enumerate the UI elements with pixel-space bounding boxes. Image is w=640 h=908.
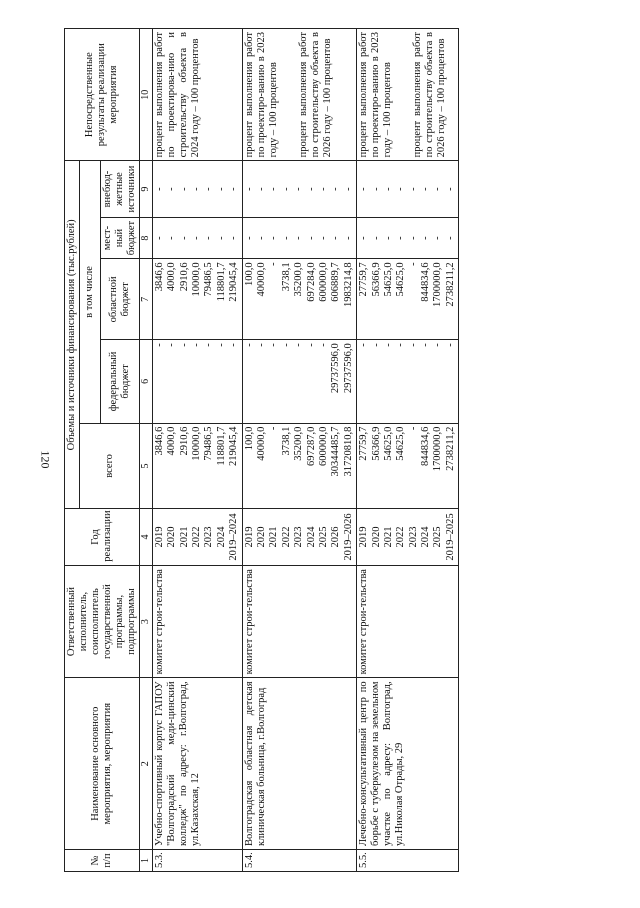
year-cell [357, 509, 459, 565]
extra-value: - [317, 187, 329, 191]
extra-value: - [268, 187, 280, 191]
federal-value: - [191, 343, 203, 347]
col-index: 4 [140, 509, 153, 565]
local-value: - [293, 236, 305, 240]
results-cell [152, 29, 242, 161]
total-value: 3738,1 [280, 426, 292, 456]
local-value: - [358, 236, 370, 240]
local-value: - [317, 236, 329, 240]
federal-cell [152, 340, 242, 423]
federal-value: - [215, 343, 227, 347]
regional-value: 606889,7 [330, 262, 342, 302]
table-row [152, 29, 242, 872]
extra-value: - [280, 187, 292, 191]
federal-value: - [420, 343, 432, 347]
federal-value: - [358, 343, 370, 347]
federal-value: - [395, 343, 407, 347]
total-value: 219045,4 [228, 426, 240, 466]
year-value: 2021 [382, 526, 394, 548]
extra-value: - [305, 187, 317, 191]
total-value: 54625,0 [382, 426, 394, 461]
header-extra: внебюд-жетные источники [101, 161, 140, 217]
regional-cell [357, 259, 459, 340]
col-index: 1 [140, 849, 153, 871]
regional-value: - [407, 262, 419, 266]
regional-value: 40000,0 [256, 262, 267, 297]
regional-value: - [268, 262, 280, 266]
year-value: 2024 [215, 526, 227, 548]
result-text: процент выполнения работ по проектирова-нию и строительству объекта в 2024 году – 100 процентов [153, 32, 202, 158]
row-number: 5.4. [242, 849, 357, 871]
regional-value: 697284,0 [305, 262, 317, 302]
extra-value: - [215, 187, 227, 191]
extra-value: - [444, 187, 456, 191]
regional-value: 3738,1 [280, 262, 292, 292]
extra-value: - [166, 187, 178, 191]
year-value: 2020 [370, 526, 382, 548]
year-value: 2022 [280, 526, 292, 548]
total-value: 31720810,8 [342, 426, 354, 477]
federal-value: - [256, 343, 267, 347]
total-value: 27759,7 [358, 426, 370, 461]
header-regional: областной бюджет [101, 259, 140, 340]
year-value: 2021 [268, 526, 280, 548]
federal-value: - [228, 343, 240, 347]
responsible-executor: комитет строи-тельства [242, 565, 357, 678]
federal-value: - [370, 343, 382, 347]
local-value: - [432, 236, 444, 240]
local-value: - [166, 236, 178, 240]
extra-value: - [370, 187, 382, 191]
total-value: 100,0 [243, 426, 255, 451]
year-value: 2019–2025 [444, 513, 456, 561]
regional-cell [242, 259, 357, 340]
regional-value: 118801,7 [215, 262, 227, 302]
federal-cell [357, 340, 459, 423]
year-value: 2025 [317, 526, 329, 548]
total-cell [242, 423, 357, 509]
extra-value: - [256, 187, 267, 191]
extra-value: - [420, 187, 432, 191]
year-value: 2022 [191, 526, 203, 548]
col-index: 2 [140, 678, 153, 850]
header-responsible: Ответственный исполнитель, соисполнитель государственной программы, подпрограммы [65, 565, 140, 678]
year-value: 2022 [395, 526, 407, 548]
result-text: процент выполнения работ по проектиро-ванию в 2023 году – 100 процентов [243, 32, 279, 158]
col-index: 8 [140, 217, 153, 259]
year-value: 2020 [256, 526, 267, 548]
header-year: Год реализации [65, 509, 140, 565]
regional-value: 54625,0 [395, 262, 407, 297]
total-value: 3846,6 [153, 426, 165, 456]
rotated-table-container [64, 28, 624, 872]
total-value: 697287,0 [305, 426, 317, 466]
year-value: 2023 [203, 526, 215, 548]
year-value: 2023 [293, 526, 305, 548]
result-text: процент выполнения работ по строительству объекта в 2026 году – 100 процентов [297, 32, 333, 158]
extra-value: - [243, 187, 255, 191]
local-value: - [342, 236, 354, 240]
total-value: - [268, 426, 280, 431]
local-value: - [191, 236, 203, 240]
year-value: 2019–2024 [228, 513, 240, 561]
local-value: - [407, 236, 419, 240]
federal-value: 29737596,0 [330, 343, 342, 394]
federal-value: - [166, 343, 178, 347]
extra-value: - [382, 187, 394, 191]
year-value: 2026 [330, 526, 342, 548]
col-index: 6 [140, 340, 153, 423]
regional-value: 844834,6 [420, 262, 432, 302]
regional-value: 4000,0 [166, 262, 178, 292]
total-value: 40000,0 [256, 426, 267, 461]
total-value: 30344485,7 [330, 426, 342, 477]
header-results: Непосредственные результаты реализации мероприятия [65, 29, 140, 161]
local-value: - [305, 236, 317, 240]
local-value: - [370, 236, 382, 240]
total-value: 10000,0 [191, 426, 203, 461]
total-value: 844834,6 [420, 426, 432, 466]
local-value: - [280, 236, 292, 240]
results-cell [357, 29, 459, 161]
row-number: 5.5. [357, 849, 459, 871]
total-cell [357, 423, 459, 509]
extra-value: - [342, 187, 354, 191]
local-cell [242, 217, 357, 259]
total-value: 1700000,0 [432, 426, 444, 472]
federal-value: - [280, 343, 292, 347]
total-value: 54625,0 [395, 426, 407, 461]
table-body [152, 29, 458, 872]
total-value: 2910,6 [178, 426, 190, 456]
extra-value: - [153, 187, 165, 191]
federal-value: - [407, 343, 419, 347]
federal-value: - [305, 343, 317, 347]
results-cell [242, 29, 357, 161]
activity-name: Учебно-спортивный корпус ГАПОУ "Волгоградский меди-цинский колледж" по адресу: г.Волгоград, ул.Казахская, 12 [152, 678, 242, 850]
local-value: - [382, 236, 394, 240]
total-cell [152, 423, 242, 509]
total-value: 56366,9 [370, 426, 382, 461]
local-value: - [420, 236, 432, 240]
federal-value: - [293, 343, 305, 347]
local-value: - [256, 236, 267, 240]
total-value: 118801,7 [215, 426, 227, 466]
regional-cell [152, 259, 242, 340]
local-value: - [228, 236, 240, 240]
local-value: - [268, 236, 280, 240]
extra-cell [152, 161, 242, 217]
regional-value: 35200,0 [293, 262, 305, 297]
year-value: 2019–2026 [342, 513, 354, 561]
extra-value: - [203, 187, 215, 191]
regional-value: 600000,0 [317, 262, 329, 302]
local-value: - [444, 236, 456, 240]
federal-value: - [153, 343, 165, 347]
federal-value: - [203, 343, 215, 347]
local-value: - [153, 236, 165, 240]
extra-value: - [407, 187, 419, 191]
year-value: 2024 [305, 526, 317, 548]
col-index: 5 [140, 423, 153, 509]
table-header [65, 29, 153, 872]
year-cell [242, 509, 357, 565]
federal-value: - [382, 343, 394, 347]
extra-value: - [178, 187, 190, 191]
regional-value: 79486,5 [203, 262, 215, 297]
total-value: 79486,5 [203, 426, 215, 461]
total-value: 600000,0 [317, 426, 329, 466]
extra-value: - [395, 187, 407, 191]
regional-value: 2738211,2 [444, 262, 456, 307]
extra-value: - [228, 187, 240, 191]
year-value: 2019 [153, 526, 165, 548]
federal-value: - [432, 343, 444, 347]
activity-name: Волгоградская областная детская клиническая больница, г.Волгоград [242, 678, 357, 850]
regional-value: 27759,7 [358, 262, 370, 297]
federal-cell [242, 340, 357, 423]
year-value: 2021 [178, 526, 190, 548]
federal-value: - [317, 343, 329, 347]
table-row [242, 29, 357, 872]
federal-value: 29737596,0 [342, 343, 354, 394]
regional-value: 2910,6 [178, 262, 190, 292]
year-cell [152, 509, 242, 565]
page-number: 120 [38, 450, 53, 469]
regional-value: 54625,0 [382, 262, 394, 297]
regional-value: 219045,4 [228, 262, 240, 302]
extra-cell [357, 161, 459, 217]
activity-name: Лечебно-консультативный центр по борьбе с туберкулезом на земельном участке по адресу: Волгоград, ул.Николая Отрады, 29 [357, 678, 459, 850]
col-index: 10 [140, 29, 153, 161]
federal-value: - [444, 343, 456, 347]
header-local: мест-ный бюджет [101, 217, 140, 259]
header-federal: федеральный бюджет [101, 340, 140, 423]
responsible-executor: комитет строи-тельства [152, 565, 242, 678]
federal-value: - [243, 343, 255, 347]
local-value: - [215, 236, 227, 240]
extra-cell [242, 161, 357, 217]
table-row [357, 29, 459, 872]
extra-value: - [330, 187, 342, 191]
local-value: - [395, 236, 407, 240]
year-value: 2020 [166, 526, 178, 548]
extra-value: - [293, 187, 305, 191]
total-value: - [407, 426, 419, 431]
year-value: 2024 [420, 526, 432, 548]
extra-value: - [432, 187, 444, 191]
local-value: - [243, 236, 255, 240]
result-text: процент выполнения работ по проектиро-ванию в 2023 году – 100 процентов [358, 32, 394, 158]
regional-value: 1700000,0 [432, 262, 444, 308]
local-value: - [178, 236, 190, 240]
col-index: 7 [140, 259, 153, 340]
regional-value: 1983214,8 [342, 262, 354, 308]
year-value: 2019 [243, 526, 255, 548]
regional-value: 10000,0 [191, 262, 203, 297]
column-index-row [140, 29, 153, 872]
header-name: Наименование основного мероприятия, мероприятия [65, 678, 140, 850]
regional-value: 3846,6 [153, 262, 165, 292]
year-value: 2019 [358, 526, 370, 548]
year-value: 2023 [407, 526, 419, 548]
header-incl: в том числе [80, 161, 101, 423]
total-value: 4000,0 [166, 426, 178, 456]
regional-value: 100,0 [243, 262, 255, 287]
result-text: процент выполнения работ по строительству объекта в 2026 году – 100 процентов [412, 32, 448, 158]
local-cell [357, 217, 459, 259]
total-value: 35200,0 [293, 426, 305, 461]
total-value: 2738211,2 [444, 426, 456, 471]
header-total: всего [80, 423, 140, 509]
local-cell [152, 217, 242, 259]
header-num: № п/п [65, 849, 140, 871]
program-activities-table [64, 28, 459, 872]
row-number: 5.3. [152, 849, 242, 871]
local-value: - [203, 236, 215, 240]
federal-value: - [178, 343, 190, 347]
year-value: 2025 [432, 526, 444, 548]
col-index: 9 [140, 161, 153, 217]
regional-value: 56366,9 [370, 262, 382, 297]
col-index: 3 [140, 565, 153, 678]
federal-value: - [268, 343, 280, 347]
header-funding: Объемы и источники финансирования (тыс.рублей) [65, 161, 80, 509]
responsible-executor: комитет строи-тельства [357, 565, 459, 678]
extra-value: - [191, 187, 203, 191]
local-value: - [330, 236, 342, 240]
extra-value: - [358, 187, 370, 191]
